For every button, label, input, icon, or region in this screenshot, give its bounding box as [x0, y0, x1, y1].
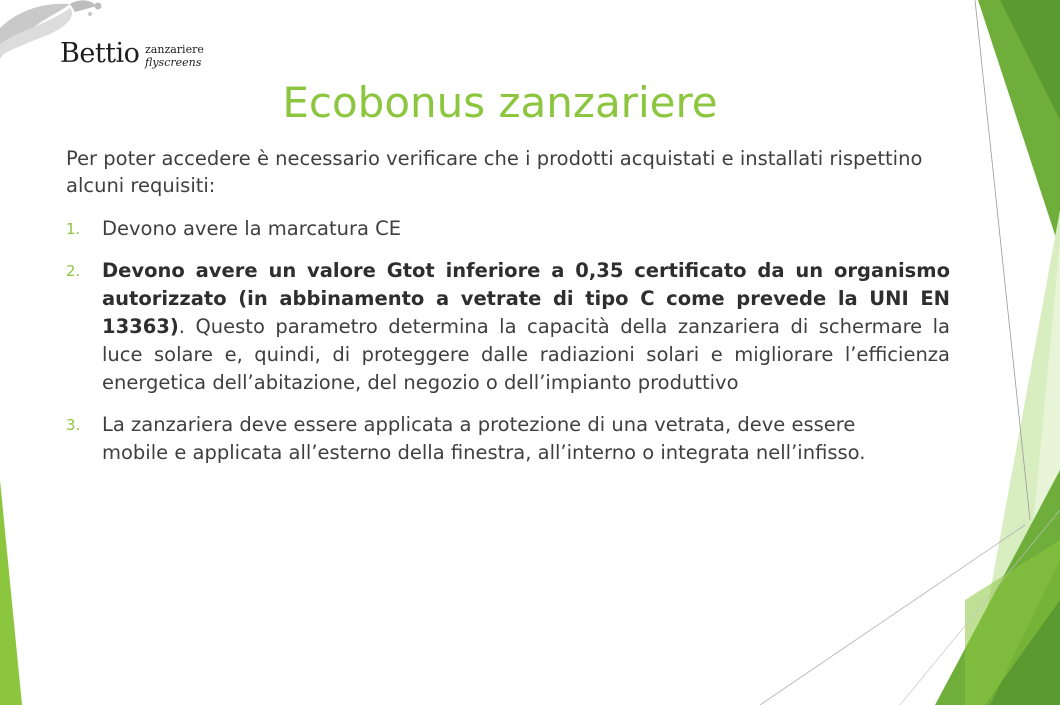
list-number: 3.: [66, 416, 81, 434]
logo-tagline-line2: flyscreens: [145, 56, 202, 69]
logo-tagline-line1: zanzariere: [145, 43, 204, 56]
list-item: [66, 257, 950, 397]
logo-brand-text: Bettio: [60, 38, 140, 69]
logo-tagline: [145, 43, 204, 69]
list-item: [66, 215, 950, 243]
list-item-text: Devono avere la marcatura CE: [102, 217, 402, 240]
requirements-list: [66, 215, 950, 467]
slide-title: Ecobonus zanzariere: [282, 78, 718, 127]
list-number: 1.: [66, 220, 81, 238]
list-item-bold-text: Devono avere un valore Gtot inferiore a 0,35 certificato da un organismo autorizzato (in abbinamento a vetrate di tipo C come prevede la UNI EN 13363): [102, 259, 950, 338]
list-item-text: La zanzariera deve essere applicata a protezione di una vetrata, deve essere mobile e applicata all’esterno della finestra, all’interno o integrata nell’infisso.: [102, 413, 866, 464]
list-item: [66, 411, 950, 467]
intro-paragraph: Per poter accedere è necessario verificare che i prodotti acquistati e installati rispettino alcuni requisiti:: [66, 147, 923, 197]
list-item-text: . Questo parametro determina la capacità della zanzariera di schermare la luce solare e, quindi, di proteggere dalle radiazioni solari e migliorare l’efficienza energetica dell’abitazione, del negozio o dell’impianto produttivo: [102, 315, 950, 394]
list-number: 2.: [66, 262, 81, 280]
bettio-logo: [0, 0, 230, 80]
